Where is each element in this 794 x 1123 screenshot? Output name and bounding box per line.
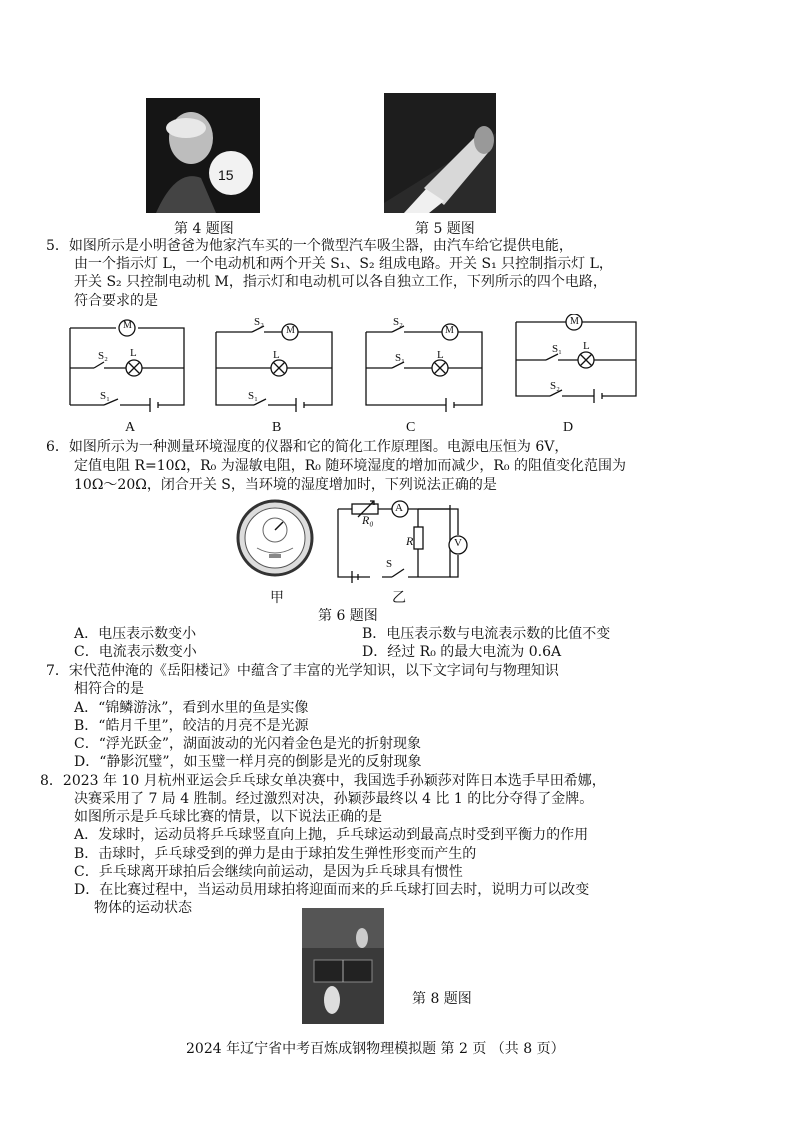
circuit-option-b: [212, 318, 340, 414]
figure-5-illustration: [384, 93, 496, 213]
figure-4-caption: 第 4 题图: [174, 221, 234, 237]
option-a-label: A: [125, 420, 136, 435]
q7-option-a: A．“锦鳞游泳”，看到水里的鱼是实像: [74, 700, 309, 716]
q5-line-3: 开关 S₂ 只控制电动机 M，指示灯和电动机可以各自独立工作，下列所示的四个电路，: [74, 274, 607, 290]
circuit-a-s1: S₁: [100, 390, 110, 402]
circuit-option-c: [362, 318, 490, 414]
figure-6-r0: R₀: [362, 513, 374, 527]
circuit-option-a: [66, 318, 190, 414]
page-footer: 2024 年辽宁省中考百炼成钢物理模拟题 第 2 页 （共 8 页）: [186, 1041, 565, 1057]
circuit-b-m: M: [286, 325, 295, 336]
figure-6-jia: 甲: [270, 591, 284, 606]
circuit-b-s2: S₂: [254, 316, 264, 328]
figure-6-yi: 乙: [392, 591, 406, 606]
figure-6-ammeter: A: [395, 502, 403, 514]
q6-option-d: D．经过 R₀ 的最大电流为 0.6A: [362, 644, 562, 660]
circuit-a-s2: S₂: [98, 350, 108, 362]
figure-6-caption: 第 6 题图: [318, 608, 378, 624]
q6-option-b: B．电压表示数与电流表示数的比值不变: [362, 626, 611, 642]
figure-5-caption: 第 5 题图: [415, 221, 475, 237]
q5-line-1: 5．如图所示是小明爸爸为他家汽车买的一个微型汽车吸尘器，由汽车给它提供电能，: [46, 238, 573, 254]
q6-line-3: 10Ω～20Ω，闭合开关 S，当环境的湿度增加时，下列说法正确的是: [74, 477, 497, 493]
q8-option-a: A．发球时，运动员将乒乓球竖直向上抛，乒乓球运动到最高点时受到平衡力的作用: [74, 827, 589, 843]
circuit-a-l: L: [130, 347, 137, 359]
q5-line-4: 符合要求的是: [74, 293, 158, 309]
q8-option-d-line-2: 物体的运动状态: [94, 900, 192, 916]
circuit-c-s1: S₁: [395, 352, 405, 364]
figure-4-photo: [146, 98, 260, 213]
circuit-a-m: M: [123, 320, 132, 331]
q5-line-2: 由一个指示灯 L，一个电动机和两个开关 S₁、S₂ 组成电路。开关 S₁ 只控制指示灯 L，: [74, 256, 613, 272]
figure-8-caption: 第 8 题图: [412, 991, 472, 1007]
circuit-option-d: [512, 314, 642, 410]
figure-6-r: R: [406, 534, 414, 548]
q8-option-c: C．乒乓球离开球拍后会继续向前运动，是因为乒乓球具有惯性: [74, 864, 463, 880]
q8-option-b: B．击球时，乒乓球受到的弹力是由于球拍发生弹性形变而产生的: [74, 846, 477, 862]
circuit-d-m: M: [570, 316, 579, 327]
q6-option-a: A．电压表示数变小: [74, 626, 197, 642]
q8-line-2: 决赛采用了 7 局 4 胜制。经过激烈对决，孙颖莎最终以 4 比 1 的比分夺得了金牌。: [74, 791, 594, 807]
figure-5-photo: [384, 93, 496, 213]
circuit-c-s2: S₂: [393, 316, 403, 328]
circuit-c-m: M: [445, 325, 454, 336]
q8-line-1: 8．2023 年 10 月杭州亚运会乒乓球女单决赛中，我国选手孙颖莎对阵日本选手早田希娜，: [40, 773, 606, 789]
q8-line-3: 如图所示是乒乓球比赛的情景，以下说法正确的是: [74, 809, 382, 825]
svg-text:15: 15: [218, 167, 234, 183]
circuit-d-l: L: [583, 340, 590, 352]
circuit-b-s1: S₁: [248, 390, 258, 402]
q7-option-b: B．“皓月千里”，皎洁的月亮不是光源: [74, 718, 309, 734]
q7-option-c: C．“浮光跃金”，湖面波动的光闪着金色是光的折射现象: [74, 736, 422, 752]
circuit-d-s2: S₂: [550, 380, 560, 392]
q6-line-2: 定值电阻 R=10Ω，R₀ 为湿敏电阻，R₀ 随环境湿度的增加而减少，R₀ 的阻值变化范围为: [74, 458, 626, 474]
q7-option-d: D．“静影沉璧”，如玉璧一样月亮的倒影是光的反射现象: [74, 754, 422, 770]
circuit-d-s1: S₁: [552, 343, 562, 355]
q7-line-2: 相符合的是: [74, 681, 144, 697]
q6-line-1: 6．如图所示为一种测量环境湿度的仪器和它的简化工作原理图。电源电压恒为 6V，: [46, 439, 569, 455]
hygrometer-illustration: [235, 498, 315, 578]
q6-option-c: C．电流表示数变小: [74, 644, 197, 660]
q8-option-d-line-1: D．在比赛过程中，当运动员用球拍将迎面而来的乒乓球打回去时，说明力可以改变: [74, 882, 590, 898]
figure-6-voltmeter: V: [454, 537, 462, 549]
figure-8-illustration: [302, 908, 384, 1024]
circuit-b-l: L: [273, 349, 280, 361]
circuit-c-l: L: [437, 349, 444, 361]
option-d-label: D: [563, 420, 574, 435]
option-b-label: B: [272, 420, 282, 435]
figure-8-photo: [302, 908, 384, 1024]
option-c-label: C: [406, 420, 416, 435]
q7-line-1: 7．宋代范仲淹的《岳阳楼记》中蕴含了丰富的光学知识，以下文字词句与物理知识: [46, 663, 559, 679]
figure-6-switch: S: [386, 558, 393, 570]
figure-4-illustration: [146, 98, 260, 213]
